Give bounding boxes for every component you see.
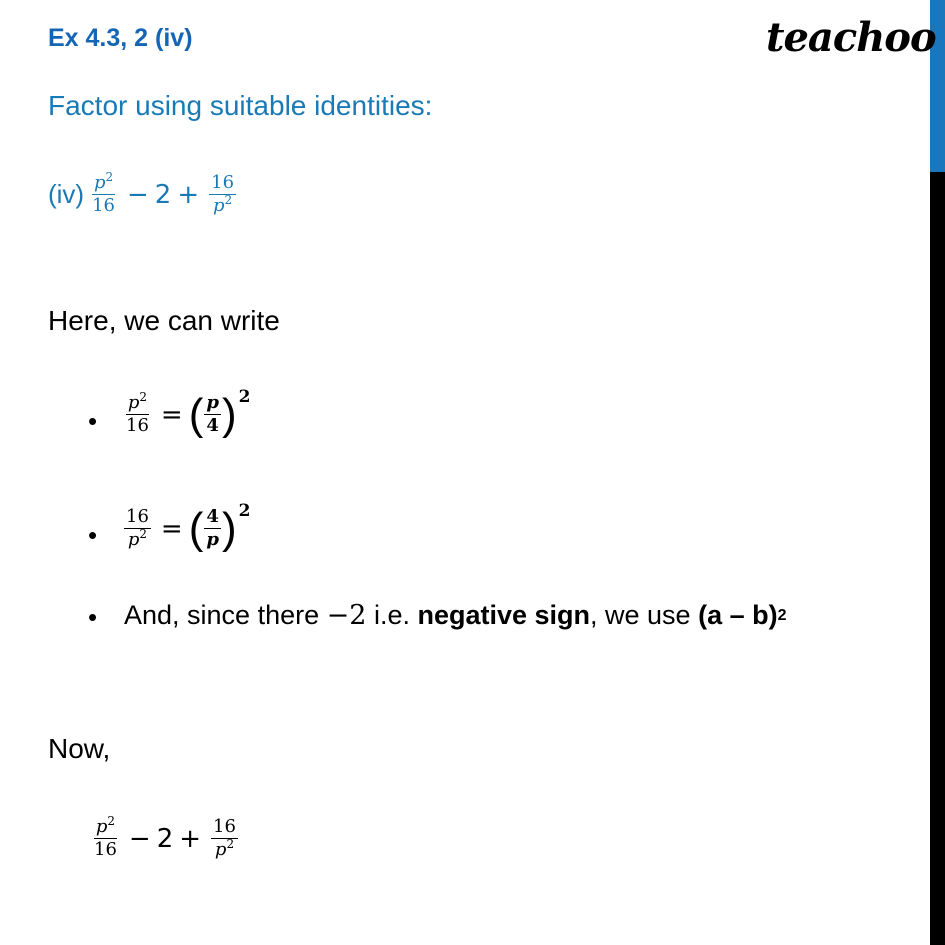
question-instruction: Factor using suitable identities: (48, 90, 433, 121)
fraction (204, 506, 221, 551)
variable: p (127, 529, 140, 550)
exercise-title: Ex 4.3, 2 (iv) (48, 24, 193, 52)
variable: p (127, 392, 140, 413)
bullet-item-1 (124, 386, 251, 439)
numerator: 16 (213, 816, 236, 837)
exponent: 2 (105, 170, 114, 184)
exponent: 2 (107, 814, 116, 828)
fraction (209, 172, 236, 217)
left-paren: ( (188, 503, 204, 553)
bullet-text: i.e. (366, 600, 418, 630)
minus-two: −2 (326, 600, 367, 631)
now-text: Now, (48, 733, 111, 764)
variable: p (213, 195, 225, 216)
identity-text: (a – b) (698, 600, 778, 630)
fraction (124, 392, 151, 437)
numerator: p (206, 392, 219, 413)
fraction (124, 506, 151, 551)
fraction (204, 392, 221, 437)
exponent: 2 (139, 527, 148, 541)
fraction (211, 816, 238, 861)
final-expression (92, 816, 242, 861)
exponent: 2 (139, 390, 148, 404)
numerator: 4 (206, 506, 219, 527)
bullet-icon: • (88, 602, 98, 632)
intro-text: Here, we can write (48, 305, 280, 336)
part-label: (iv) (48, 179, 85, 209)
variable: p (214, 839, 227, 860)
denominator: 4 (206, 415, 219, 436)
bullet-text: , we use (590, 600, 699, 630)
bullet-text: And, since there (124, 600, 327, 630)
fraction (90, 172, 117, 217)
brand-logo: teachoo (766, 14, 936, 61)
minus-operator: − (128, 823, 151, 854)
bullet-item-3: And, since there −2 i.e. negative sign , we use (a – b) 2 (124, 600, 787, 631)
numerator: 16 (126, 506, 149, 527)
bullet-icon: • (88, 406, 98, 436)
equals-operator: = (160, 399, 183, 430)
denominator: 16 (126, 415, 149, 436)
fraction (92, 816, 119, 861)
equals-operator: = (160, 513, 183, 544)
question-expression (48, 172, 240, 217)
exponent: 2 (226, 837, 235, 851)
denominator: 16 (92, 195, 115, 216)
exponent: 2 (238, 386, 251, 407)
constant: 2 (154, 179, 172, 210)
exponent: 2 (224, 193, 233, 207)
bullet-item-2 (124, 500, 251, 553)
denominator: 16 (94, 839, 117, 860)
right-paren: ) (221, 503, 237, 553)
emphasis-text: negative sign (417, 600, 591, 630)
exponent: 2 (238, 500, 251, 521)
left-paren: ( (188, 389, 204, 439)
plus-operator: + (177, 179, 200, 210)
numerator: 16 (211, 172, 235, 193)
variable: p (95, 816, 108, 837)
plus-operator: + (179, 823, 202, 854)
right-paren: ) (221, 389, 237, 439)
constant: 2 (156, 823, 174, 854)
variable: p (93, 172, 106, 193)
bullet-icon: • (88, 520, 98, 550)
denominator: p (206, 529, 219, 550)
minus-operator: − (127, 179, 149, 210)
